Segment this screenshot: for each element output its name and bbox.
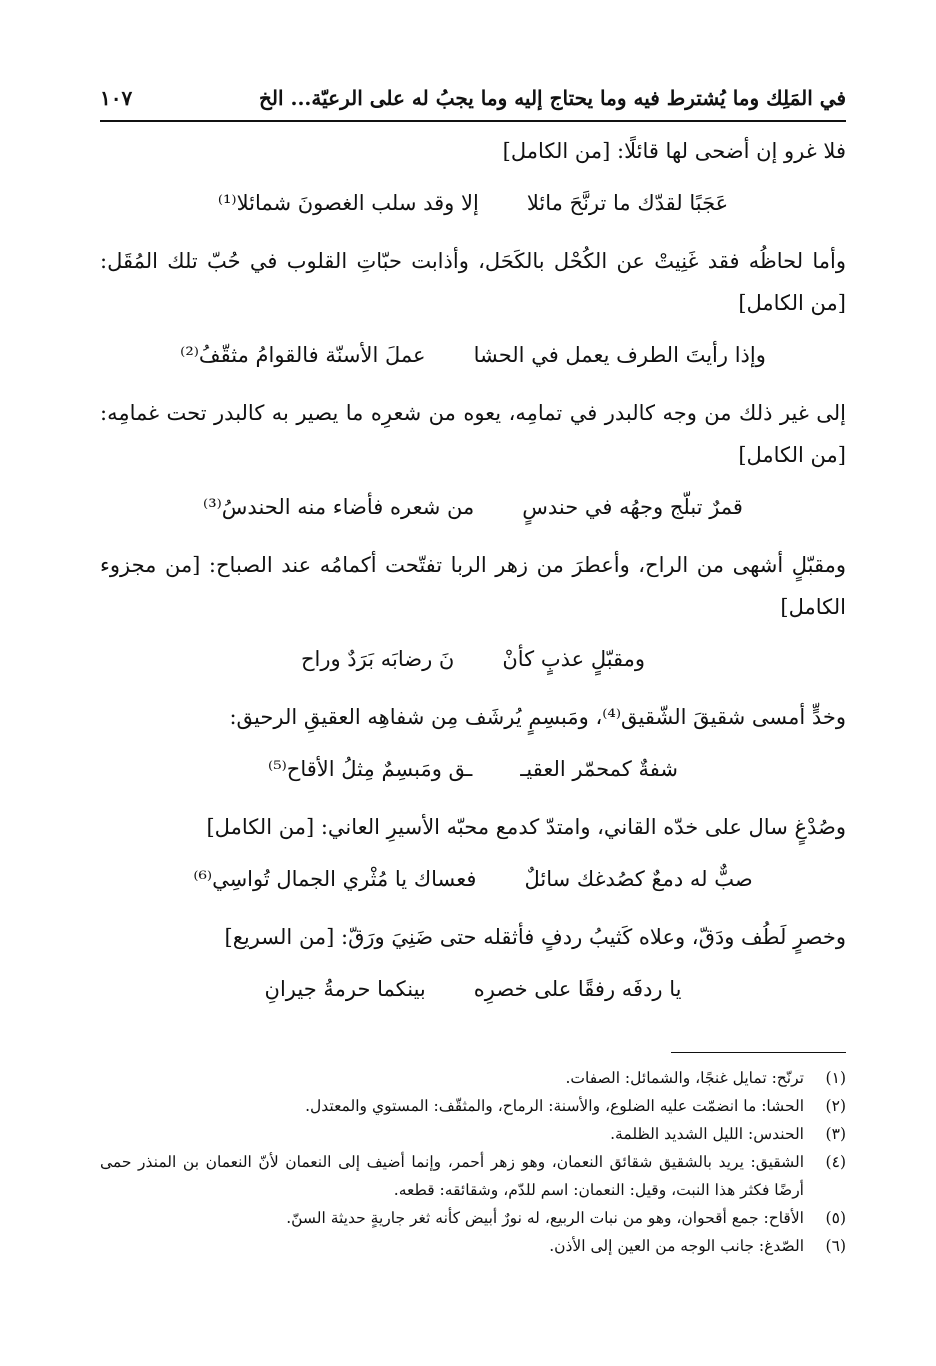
footnote-text: الصّدغ: جانب الوجه من العين إلى الأذن. bbox=[549, 1237, 804, 1255]
verse-1-first-hemistich: عَجَبًا لقدّك ما ترنَّحَ مائلا bbox=[526, 191, 729, 215]
footnote-divider bbox=[671, 1052, 846, 1053]
verse-2-second-hemistich: عملَ الأسنّة فالقوامُ مثقّفُ⁽²⁾ bbox=[180, 343, 426, 367]
verse-5-second-hemistich: ـق ومَبسِمٌ مِثلُ الأقاح⁽⁵⁾ bbox=[268, 757, 473, 781]
verse-4-second-hemistich: نَ رضابَه بَرَدٌ وراح bbox=[300, 647, 455, 671]
verse-7-first-hemistich: يا ردفَه رفقًا على خصرِه bbox=[473, 977, 682, 1001]
verse-4-first-hemistich: ومقبّلٍ عذبٍ كأنْ bbox=[502, 647, 646, 671]
verse-4 bbox=[100, 638, 846, 680]
paragraph-7: وخصرٍ لَطُف ودَقّ، وعلاه كَثيبُ ردفٍ فأثقله حتى ضَنِيَ ورَقّ: [من السريع] bbox=[224, 925, 846, 949]
footnote-text: الحشا: ما انضمّت عليه الضلوع، والأسنة: الرماح، والمثقّف: المستوي والمعتدل. bbox=[305, 1097, 804, 1115]
footnote-number: (٤) bbox=[825, 1153, 846, 1171]
paragraph-5: وخدٍّ أمسى شقيقَ الشّقيق⁽⁴⁾، ومَبسِمٍ يُرشَف مِن شفاهِه العقيقِ الرحيق: bbox=[229, 705, 846, 729]
running-header bbox=[100, 78, 846, 118]
verse-6-second-hemistich: فعساك يا مُثْري الجمال تُواسِي⁽⁶⁾ bbox=[193, 867, 477, 891]
footnote-number: (٦) bbox=[825, 1237, 846, 1255]
footnote-number: (٣) bbox=[825, 1125, 846, 1143]
verse-7-second-hemistich: بينكما حرمةُ جيرانِ bbox=[264, 977, 426, 1001]
header-title: في المَلِك وما يُشترط فيه وما يحتاج إليه وما يجبُ له على الرعيّة... الخ bbox=[258, 86, 846, 110]
verse-6 bbox=[100, 858, 846, 900]
verse-1-second-hemistich: إلا وقد سلب الغصونَ شمائلا⁽¹⁾ bbox=[217, 191, 479, 215]
footnote-number: (٥) bbox=[825, 1209, 846, 1227]
footnote-6 bbox=[100, 1232, 846, 1260]
verse-7 bbox=[100, 968, 846, 1010]
footnotes bbox=[100, 1064, 846, 1260]
footnote-1 bbox=[100, 1064, 846, 1092]
page-number: ١٠٧ bbox=[100, 86, 133, 110]
footnote-text: الشقيق: يريد بالشقيق شقائق النعمان، وهو زهر أحمر، وإنما أضيف إلى النعمان لأنّ النعمان بن المنذر حمى أرضًا فكثر هذا النبت، وقيل: النعمان: اسم للدّم، وشقائقه: قطعه. bbox=[100, 1153, 804, 1199]
verse-3 bbox=[100, 486, 846, 528]
paragraph-6: وصُدْغٍ سال على خدّه القاني، وامتدّ كدمع محبّه الأسيرِ العاني: [من الكامل] bbox=[206, 815, 846, 839]
verse-5 bbox=[100, 748, 846, 790]
verse-3-second-hemistich: من شعره فأضاء منه الحندسُ⁽³⁾ bbox=[203, 495, 475, 519]
paragraph-2: وأما لحاظُه فقد غَنِيتْ عن الكُحْل بالكَحَل، وأذابت حبّاتِ القلوب في حُبّ تلك المُقَل: [من الكامل] bbox=[100, 249, 846, 315]
footnote-2 bbox=[100, 1092, 846, 1120]
verse-6-first-hemistich: صبٌّ له دمعٌ كصُدغك سائلٌ bbox=[524, 867, 753, 891]
footnote-5 bbox=[100, 1204, 846, 1232]
verse-5-first-hemistich: شفةٌ كمحمّر العقيـ bbox=[520, 757, 678, 781]
verse-3-first-hemistich: قمرٌ تبلّج وجهُه في حندسٍ bbox=[522, 495, 743, 519]
footnote-3 bbox=[100, 1120, 846, 1148]
footnote-4 bbox=[100, 1148, 846, 1204]
verse-2-first-hemistich: وإذا رأيتَ الطرف يعمل في الحشا bbox=[473, 343, 766, 367]
main-text bbox=[100, 130, 846, 1026]
paragraph-4: ومقبّلٍ أشهى من الراح، وأعطرَ من زهر الربا تفتّحت أكمامُه عند الصباح: [من مجزوء الكامل] bbox=[100, 553, 846, 619]
verse-2 bbox=[100, 334, 846, 376]
paragraph-1: فلا غرو إن أضحى لها قائلًا: [من الكامل] bbox=[502, 139, 846, 163]
header-divider bbox=[100, 120, 846, 122]
footnote-number: (٢) bbox=[825, 1097, 846, 1115]
footnote-text: الأقاح: جمع أقحوان، وهو من نبات الربيع، له نورٌ أبيض كأنه ثغر جاريةٍ حديثة السنّ. bbox=[286, 1209, 804, 1227]
footnote-number: (١) bbox=[825, 1069, 846, 1087]
verse-1 bbox=[100, 182, 846, 224]
footnote-text: الحندس: الليل الشديد الظلمة. bbox=[610, 1125, 804, 1143]
paragraph-3: إلى غير ذلك من وجه كالبدر في تمامِه، يعوه من شعرِه ما يصير به كالبدر تحت غمامِه: [من الكامل] bbox=[100, 401, 846, 467]
footnote-text: ترنّح: تمايل غنجًا، والشمائل: الصفات. bbox=[565, 1069, 804, 1087]
